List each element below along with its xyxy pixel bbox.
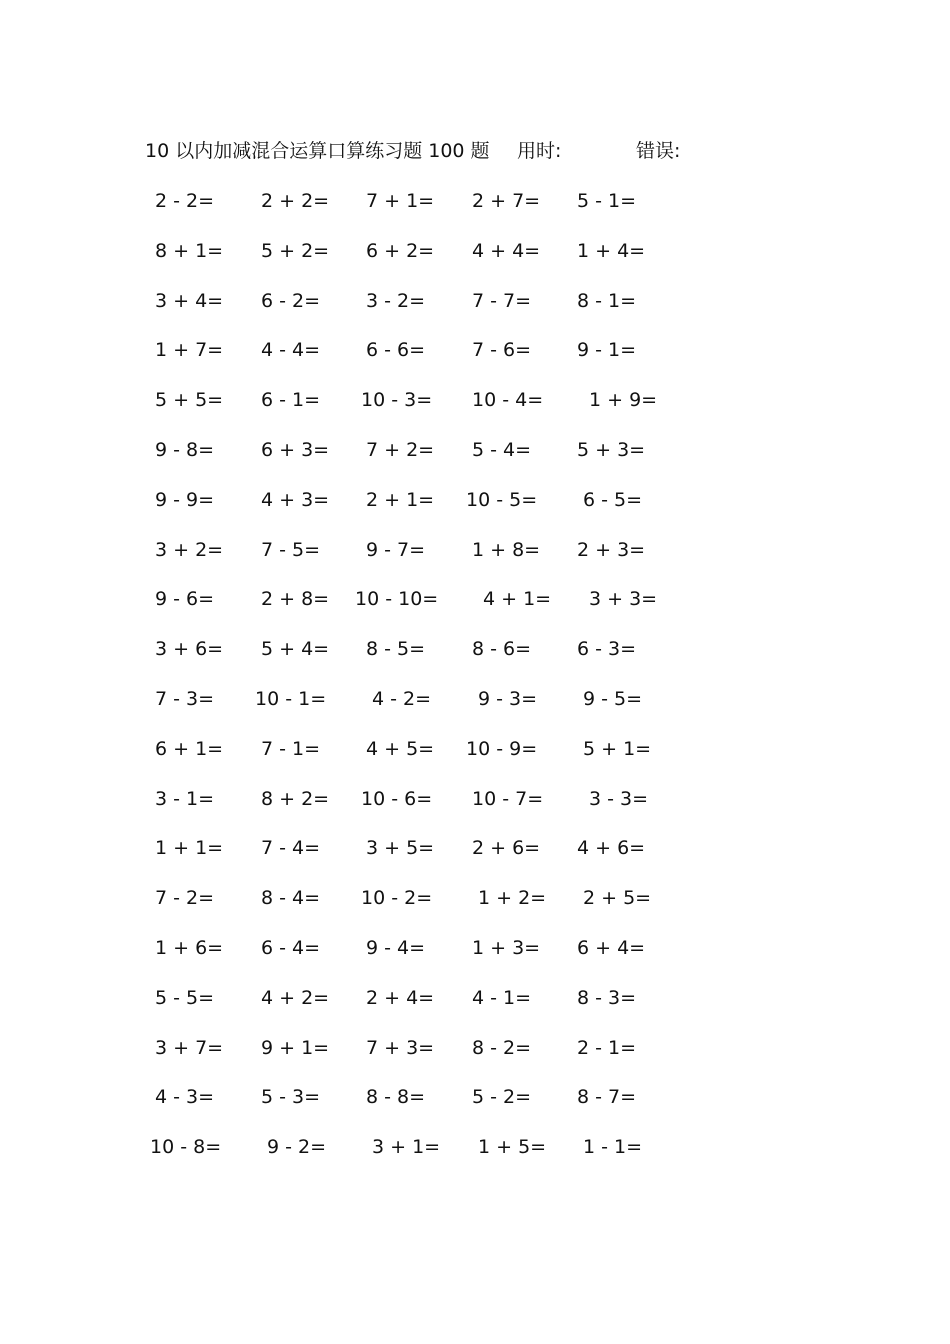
problem-row bbox=[0, 585, 950, 635]
problem-row bbox=[0, 1083, 950, 1133]
math-problem: 10 - 9= bbox=[466, 737, 538, 760]
math-problem: 6 - 2= bbox=[261, 289, 321, 312]
math-problem: 9 - 2= bbox=[267, 1136, 327, 1159]
math-problem: 4 - 3= bbox=[155, 1086, 215, 1109]
problem-row bbox=[0, 934, 950, 984]
math-problem: 5 + 1= bbox=[583, 737, 652, 760]
problem-row bbox=[0, 536, 950, 586]
math-problem: 9 - 6= bbox=[155, 588, 215, 611]
math-problem: 5 - 4= bbox=[472, 438, 532, 461]
math-problem: 5 + 5= bbox=[155, 389, 224, 412]
math-problem: 1 + 8= bbox=[472, 538, 541, 561]
math-problem: 8 - 6= bbox=[472, 638, 532, 661]
worksheet-header bbox=[145, 137, 765, 165]
math-problem: 4 - 1= bbox=[472, 986, 532, 1009]
math-problem: 7 - 7= bbox=[472, 289, 532, 312]
math-problem: 6 + 4= bbox=[577, 936, 646, 959]
math-problem: 4 + 6= bbox=[577, 837, 646, 860]
math-problem: 8 - 7= bbox=[577, 1086, 637, 1109]
math-problem: 10 - 6= bbox=[361, 787, 433, 810]
problem-row bbox=[0, 237, 950, 287]
math-problem: 7 - 2= bbox=[155, 887, 215, 910]
math-problem: 1 - 1= bbox=[583, 1136, 643, 1159]
math-problem: 8 - 2= bbox=[472, 1036, 532, 1059]
problem-row bbox=[0, 436, 950, 486]
math-problem: 2 - 1= bbox=[577, 1036, 637, 1059]
problem-row bbox=[0, 486, 950, 536]
math-problem: 10 - 5= bbox=[466, 488, 538, 511]
math-problem: 3 + 5= bbox=[366, 837, 435, 860]
math-problem: 7 + 1= bbox=[366, 190, 435, 212]
problem-row bbox=[0, 884, 950, 934]
math-problem: 2 + 1= bbox=[366, 488, 435, 511]
problem-row bbox=[0, 287, 950, 337]
math-problem: 1 + 1= bbox=[155, 837, 224, 860]
math-problem: 1 + 2= bbox=[478, 887, 547, 910]
math-problem: 10 - 4= bbox=[472, 389, 544, 412]
problem-row bbox=[0, 834, 950, 884]
math-problem: 2 + 5= bbox=[583, 887, 652, 910]
math-problem: 1 + 7= bbox=[155, 339, 224, 362]
problem-row bbox=[0, 984, 950, 1034]
math-problem: 8 - 5= bbox=[366, 638, 426, 661]
math-problem: 2 - 2= bbox=[155, 190, 215, 212]
math-problem: 9 - 7= bbox=[366, 538, 426, 561]
math-problem: 8 - 3= bbox=[577, 986, 637, 1009]
math-problem: 3 - 1= bbox=[155, 787, 215, 810]
math-problem: 3 + 3= bbox=[589, 588, 658, 611]
math-problem: 1 + 4= bbox=[577, 239, 646, 262]
math-problem: 6 - 5= bbox=[583, 488, 643, 511]
math-problem: 2 + 7= bbox=[472, 190, 541, 212]
math-problem: 9 - 1= bbox=[577, 339, 637, 362]
math-problem: 7 + 2= bbox=[366, 438, 435, 461]
math-problem: 9 + 1= bbox=[261, 1036, 330, 1059]
problem-row bbox=[0, 635, 950, 685]
worksheet-title: 10 以内加减混合运算口算练习题 100 题 bbox=[145, 140, 490, 162]
math-problem: 9 - 4= bbox=[366, 936, 426, 959]
math-problem: 7 - 6= bbox=[472, 339, 532, 362]
math-problem: 2 + 3= bbox=[577, 538, 646, 561]
math-problem: 5 + 2= bbox=[261, 239, 330, 262]
math-problem: 2 + 8= bbox=[261, 588, 330, 611]
math-problem: 6 - 6= bbox=[366, 339, 426, 362]
math-problem: 8 - 1= bbox=[577, 289, 637, 312]
math-problem: 4 - 2= bbox=[372, 687, 432, 710]
math-problem: 2 + 6= bbox=[472, 837, 541, 860]
math-problem: 7 + 3= bbox=[366, 1036, 435, 1059]
math-problem: 10 - 10= bbox=[355, 588, 439, 611]
math-problem: 10 - 7= bbox=[472, 787, 544, 810]
time-used-label: 用时: bbox=[517, 140, 562, 162]
math-problem: 8 + 2= bbox=[261, 787, 330, 810]
math-problem: 5 - 5= bbox=[155, 986, 215, 1009]
math-problem: 3 + 2= bbox=[155, 538, 224, 561]
math-problem: 5 - 1= bbox=[577, 190, 637, 212]
math-problem: 8 + 1= bbox=[155, 239, 224, 262]
math-problem: 3 + 6= bbox=[155, 638, 224, 661]
math-problem: 6 + 1= bbox=[155, 737, 224, 760]
error-count-label: 错误: bbox=[636, 140, 681, 162]
math-problem: 5 - 2= bbox=[472, 1086, 532, 1109]
math-problem: 6 - 1= bbox=[261, 389, 321, 412]
math-problem: 10 - 2= bbox=[361, 887, 433, 910]
math-problem: 9 - 3= bbox=[478, 687, 538, 710]
math-problem: 3 + 1= bbox=[372, 1136, 441, 1159]
problem-row bbox=[0, 1133, 950, 1183]
math-problem: 3 - 2= bbox=[366, 289, 426, 312]
problem-row bbox=[0, 336, 950, 386]
math-problem: 4 + 5= bbox=[366, 737, 435, 760]
math-problem: 3 + 4= bbox=[155, 289, 224, 312]
math-problem: 10 - 3= bbox=[361, 389, 433, 412]
math-problem: 6 - 4= bbox=[261, 936, 321, 959]
math-problem: 10 - 1= bbox=[255, 687, 327, 710]
math-problem: 7 - 1= bbox=[261, 737, 321, 760]
math-problem: 7 - 4= bbox=[261, 837, 321, 860]
problem-row bbox=[0, 785, 950, 835]
problem-row bbox=[0, 685, 950, 735]
math-problem: 2 + 2= bbox=[261, 190, 330, 212]
math-problem: 6 - 3= bbox=[577, 638, 637, 661]
math-problem: 9 - 8= bbox=[155, 438, 215, 461]
math-problem: 8 - 8= bbox=[366, 1086, 426, 1109]
math-problem: 4 + 2= bbox=[261, 986, 330, 1009]
math-problem: 7 - 3= bbox=[155, 687, 215, 710]
math-problem: 6 + 3= bbox=[261, 438, 330, 461]
math-problem: 1 + 3= bbox=[472, 936, 541, 959]
math-problem: 4 - 4= bbox=[261, 339, 321, 362]
math-problem: 4 + 4= bbox=[472, 239, 541, 262]
math-problem: 5 - 3= bbox=[261, 1086, 321, 1109]
math-problem: 1 + 9= bbox=[589, 389, 658, 412]
math-problem: 1 + 6= bbox=[155, 936, 224, 959]
math-problem: 3 + 7= bbox=[155, 1036, 224, 1059]
problem-row bbox=[0, 187, 950, 237]
math-problem: 9 - 9= bbox=[155, 488, 215, 511]
problem-row bbox=[0, 735, 950, 785]
math-problem: 7 - 5= bbox=[261, 538, 321, 561]
problem-grid bbox=[0, 187, 950, 1183]
math-problem: 2 + 4= bbox=[366, 986, 435, 1009]
math-problem: 1 + 5= bbox=[478, 1136, 547, 1159]
math-problem: 8 - 4= bbox=[261, 887, 321, 910]
math-problem: 3 - 3= bbox=[589, 787, 649, 810]
math-problem: 9 - 5= bbox=[583, 687, 643, 710]
math-problem: 5 + 4= bbox=[261, 638, 330, 661]
math-problem: 6 + 2= bbox=[366, 239, 435, 262]
problem-row bbox=[0, 386, 950, 436]
problem-row bbox=[0, 1034, 950, 1084]
math-problem: 4 + 3= bbox=[261, 488, 330, 511]
math-problem: 10 - 8= bbox=[150, 1136, 222, 1159]
math-problem: 5 + 3= bbox=[577, 438, 646, 461]
math-problem: 4 + 1= bbox=[483, 588, 552, 611]
